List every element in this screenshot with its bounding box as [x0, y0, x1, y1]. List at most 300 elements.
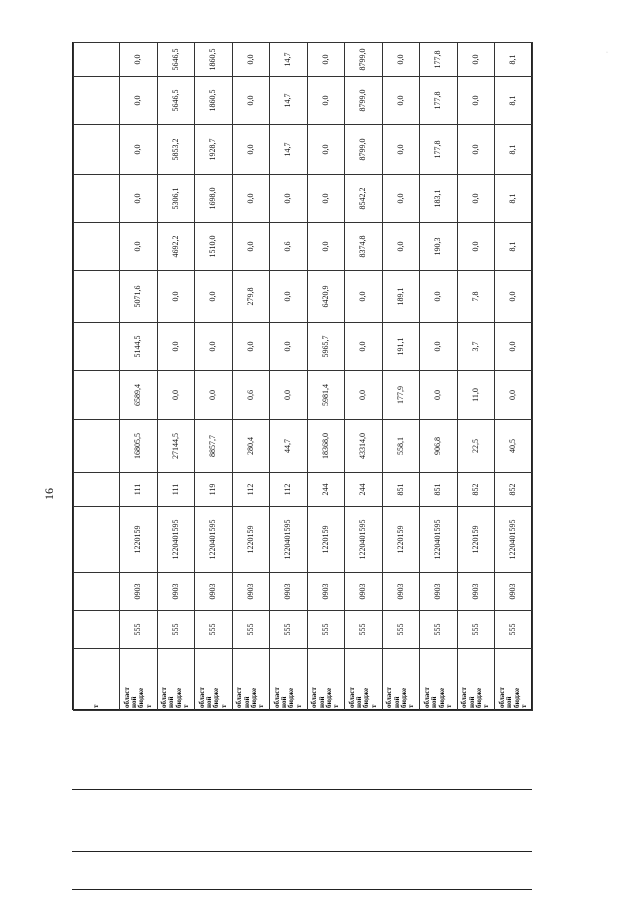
- table-row: [495, 43, 533, 711]
- table-row: [382, 43, 420, 711]
- table-cell: [382, 507, 420, 573]
- cell-value: 555: [433, 623, 443, 636]
- cell-value: 0,0: [470, 95, 480, 106]
- table-cell: [420, 371, 458, 420]
- cell-value: 0,0: [395, 193, 405, 204]
- cell-value: 177,9: [395, 386, 405, 404]
- table-header-cell: [74, 271, 120, 323]
- cell-value: 0,0: [433, 341, 443, 352]
- cell-value: 555: [320, 623, 330, 636]
- table-cell: [420, 223, 458, 271]
- table-row: [232, 43, 270, 711]
- table-cell: [232, 125, 270, 175]
- budget-source-cell: [195, 649, 233, 711]
- budget-source-cell: [157, 649, 195, 711]
- table-cell: [270, 175, 308, 223]
- cell-value: 244: [320, 483, 330, 496]
- cell-value: 119: [208, 483, 218, 496]
- table-cell: [232, 271, 270, 323]
- table-cell: [345, 611, 383, 649]
- table-cell: [382, 43, 420, 77]
- budget-source-label: област ной бюдже т: [197, 687, 228, 708]
- table-header-cell: [74, 125, 120, 175]
- table-header-cell: [74, 323, 120, 371]
- table-cell: [457, 507, 495, 573]
- cell-value: 112: [245, 483, 255, 496]
- table-cell: [345, 371, 383, 420]
- table-cell: [232, 77, 270, 125]
- table-cell: [232, 43, 270, 77]
- table-cell: [270, 271, 308, 323]
- table-cell: [307, 175, 345, 223]
- cell-value: 0,0: [470, 54, 480, 65]
- table-cell: [120, 323, 158, 371]
- cell-value: 0,0: [358, 341, 368, 352]
- table-cell: [120, 223, 158, 271]
- table-cell: [457, 77, 495, 125]
- table-cell: [120, 611, 158, 649]
- cell-value: 5965,7: [320, 335, 330, 358]
- cell-value: 44,7: [283, 439, 293, 453]
- cell-value: 0,0: [395, 54, 405, 65]
- cell-value: 191,1: [395, 337, 405, 356]
- table-cell: [495, 43, 533, 77]
- cell-value: 0,0: [170, 390, 180, 400]
- table-cell: [270, 420, 308, 473]
- cell-value: 5144,5: [133, 335, 143, 358]
- table-row: [420, 43, 458, 711]
- cell-value: 8,1: [508, 54, 518, 65]
- cell-value: 555: [283, 623, 293, 636]
- cell-value: 0,6: [283, 241, 293, 252]
- cell-value: 0,0: [395, 241, 405, 252]
- cell-value: 11,0: [470, 388, 480, 402]
- cell-value: 0,0: [245, 144, 255, 155]
- table-cell: [345, 43, 383, 77]
- table-cell: [157, 323, 195, 371]
- table-header-cell: [74, 420, 120, 473]
- cell-value: 189,1: [395, 287, 405, 306]
- table-cell: [307, 573, 345, 611]
- cell-value: 0,0: [283, 291, 293, 302]
- cell-value: 5646,5: [170, 89, 180, 112]
- table-cell: [420, 271, 458, 323]
- table-cell: [157, 573, 195, 611]
- cell-value: 0,0: [508, 341, 518, 352]
- cell-value: 5853,2: [170, 138, 180, 161]
- cell-value: 0,0: [245, 95, 255, 106]
- cell-value: 0,0: [133, 241, 143, 252]
- budget-source-cell: [345, 649, 383, 711]
- cell-value: 851: [395, 483, 405, 496]
- cell-value: 0,0: [208, 291, 218, 302]
- cell-value: 22,5: [470, 439, 480, 453]
- table-cell: [157, 77, 195, 125]
- table-cell: [382, 125, 420, 175]
- table-row: [307, 43, 345, 711]
- cell-value: 0,0: [208, 341, 218, 352]
- table-cell: [420, 125, 458, 175]
- table-cell: [382, 175, 420, 223]
- table-cell: [495, 507, 533, 573]
- table-cell: [420, 507, 458, 573]
- cell-value: 1220159: [395, 525, 405, 554]
- cell-value: 14,7: [283, 52, 293, 67]
- table-cell: [195, 175, 233, 223]
- cell-value: 1220159: [133, 525, 143, 554]
- budget-source-cell: [457, 649, 495, 711]
- budget-source-cell: [382, 649, 420, 711]
- table-row: [195, 43, 233, 711]
- cell-value: 1698,0: [208, 187, 218, 210]
- table-cell: [345, 473, 383, 507]
- signature-line-1: [72, 789, 532, 790]
- cell-value: 14,7: [283, 93, 293, 108]
- cell-value: 27144,5: [170, 433, 180, 459]
- cell-value: 183,1: [433, 189, 443, 208]
- table-cell: [120, 271, 158, 323]
- budget-source-label: област ной бюдже т: [460, 687, 491, 708]
- table-cell: [157, 125, 195, 175]
- table-header-cell: [74, 573, 120, 611]
- cell-value: 852: [508, 483, 518, 496]
- cell-value: 5071,6: [133, 285, 143, 308]
- cell-value: 8374,8: [358, 235, 368, 258]
- budget-table-frame: [72, 42, 532, 710]
- table-row: [157, 43, 195, 711]
- table-cell: [495, 420, 533, 473]
- cell-value: 852: [470, 483, 480, 496]
- cell-value: 555: [170, 623, 180, 636]
- table-cell: [382, 573, 420, 611]
- cell-value: 0903: [283, 583, 293, 600]
- table-cell: [157, 271, 195, 323]
- table-cell: [420, 611, 458, 649]
- cell-value: 1510,0: [208, 235, 218, 258]
- cell-value: 0,0: [245, 54, 255, 65]
- cell-value: 43314,0: [358, 433, 368, 459]
- cell-value: 7,8: [470, 291, 480, 302]
- corner-mark: ·: [606, 50, 608, 56]
- cell-value: 1928,7: [208, 138, 218, 161]
- cell-value: 5981,4: [320, 384, 330, 406]
- cell-value: 0,0: [320, 241, 330, 252]
- cell-value: 0,0: [433, 390, 443, 400]
- cell-value: 1220401595: [358, 519, 368, 560]
- cell-value: 8799,0: [358, 138, 368, 161]
- table-cell: [195, 420, 233, 473]
- table-cell: [345, 507, 383, 573]
- table-cell: [457, 420, 495, 473]
- table-cell: [232, 371, 270, 420]
- cell-value: 18368,0: [320, 433, 330, 459]
- table-cell: [382, 223, 420, 271]
- cell-value: 555: [245, 623, 255, 636]
- cell-value: 8542,2: [358, 187, 368, 210]
- cell-value: 0,0: [433, 291, 443, 302]
- table-cell: [232, 507, 270, 573]
- table-header-cell: [74, 649, 120, 711]
- cell-value: 0,0: [133, 144, 143, 155]
- cell-value: 1220401595: [433, 519, 443, 560]
- cell-value: 0903: [358, 583, 368, 600]
- cell-value: 3,7: [470, 341, 480, 352]
- cell-value: 0,6: [245, 390, 255, 400]
- table-header-cell: [74, 507, 120, 573]
- table-cell: [420, 175, 458, 223]
- budget-source-cell: [420, 649, 458, 711]
- table-cell: [382, 473, 420, 507]
- table-cell: [195, 125, 233, 175]
- table-cell: [120, 77, 158, 125]
- table-cell: [345, 77, 383, 125]
- table-cell: [157, 507, 195, 573]
- cell-value: 0,0: [320, 95, 330, 106]
- signature-line-2: [72, 851, 532, 852]
- cell-value: 8,1: [508, 193, 518, 204]
- budget-source-label: област ной бюдже т: [422, 687, 453, 708]
- table-header-cell: [74, 473, 120, 507]
- table-cell: [345, 573, 383, 611]
- table-row: [345, 43, 383, 711]
- cell-value: 555: [470, 623, 480, 636]
- cell-value: 177,8: [433, 50, 443, 69]
- signature-line-3: [72, 889, 532, 890]
- table-cell: [195, 371, 233, 420]
- table-cell: [382, 611, 420, 649]
- table-cell: [495, 77, 533, 125]
- cell-value: 555: [133, 623, 143, 636]
- budget-source-label: област ной бюдже т: [497, 687, 528, 708]
- table-header-cell: [74, 371, 120, 420]
- table-header-row: [74, 43, 120, 711]
- cell-value: 4692,2: [170, 235, 180, 258]
- cell-value: 8799,0: [358, 48, 368, 71]
- cell-value: 1220159: [320, 525, 330, 554]
- cell-value: 190,3: [433, 237, 443, 256]
- table-cell: [382, 271, 420, 323]
- table-cell: [195, 473, 233, 507]
- table-cell: [345, 175, 383, 223]
- cell-value: 0,0: [245, 193, 255, 204]
- page-number: 16: [42, 488, 56, 500]
- cell-value: 0,0: [320, 193, 330, 204]
- table-cell: [270, 507, 308, 573]
- cell-value: 0,0: [470, 144, 480, 155]
- table-cell: [307, 125, 345, 175]
- table-cell: [382, 77, 420, 125]
- table-cell: [457, 223, 495, 271]
- cell-value: 177,8: [433, 91, 443, 110]
- table-cell: [270, 125, 308, 175]
- table-cell: [307, 43, 345, 77]
- cell-value: 851: [433, 483, 443, 496]
- table-cell: [345, 223, 383, 271]
- table-cell: [495, 271, 533, 323]
- table-cell: [120, 175, 158, 223]
- table-cell: [270, 323, 308, 371]
- table-cell: [420, 573, 458, 611]
- cell-value: 0,0: [208, 390, 218, 400]
- table-cell: [495, 473, 533, 507]
- cell-value: 6420,9: [320, 285, 330, 308]
- cell-value: 0,0: [245, 341, 255, 352]
- cell-value: 0903: [208, 583, 218, 600]
- table-cell: [345, 125, 383, 175]
- cell-value: 280,4: [245, 437, 255, 455]
- cell-value: 1220159: [470, 525, 480, 554]
- cell-value: 0,0: [320, 144, 330, 155]
- cell-value: 0,0: [283, 193, 293, 204]
- table-cell: [457, 371, 495, 420]
- budget-source-cell: [120, 649, 158, 711]
- budget-source-cell: [495, 649, 533, 711]
- table-cell: [120, 507, 158, 573]
- table-cell: [195, 507, 233, 573]
- table-cell: [195, 573, 233, 611]
- table-cell: [120, 371, 158, 420]
- table-cell: [195, 43, 233, 77]
- cell-value: 5306,1: [170, 187, 180, 210]
- cell-value: 14,7: [283, 142, 293, 157]
- budget-source-label: област ной бюдже т: [122, 687, 153, 708]
- table-cell: [420, 323, 458, 371]
- table-cell: [345, 271, 383, 323]
- cell-value: 0,0: [283, 341, 293, 352]
- table-cell: [232, 323, 270, 371]
- budget-source-cell: [270, 649, 308, 711]
- table-cell: [270, 371, 308, 420]
- cell-value: 8,1: [508, 144, 518, 155]
- cell-value: 177,8: [433, 140, 443, 159]
- table-cell: [345, 420, 383, 473]
- table-cell: [270, 611, 308, 649]
- table-row: [120, 43, 158, 711]
- table-cell: [457, 573, 495, 611]
- cell-value: 906,8: [433, 437, 443, 455]
- cell-value: 1220401595: [508, 519, 518, 560]
- table-cell: [457, 611, 495, 649]
- cell-value: 0903: [508, 583, 518, 600]
- table-cell: [270, 77, 308, 125]
- cell-value: 0,0: [508, 291, 518, 302]
- cell-value: 0,0: [508, 390, 518, 400]
- table-cell: [157, 611, 195, 649]
- table-cell: [120, 43, 158, 77]
- budget-source-cell: [307, 649, 345, 711]
- cell-value: 40,5: [508, 439, 518, 453]
- table-cell: [120, 420, 158, 473]
- cell-value: 0903: [170, 583, 180, 600]
- table-cell: [195, 271, 233, 323]
- table-cell: [307, 611, 345, 649]
- table-cell: [232, 473, 270, 507]
- cell-value: 0,0: [470, 193, 480, 204]
- cell-value: 244: [358, 483, 368, 496]
- cell-value: 279,8: [245, 287, 255, 306]
- table-cell: [457, 473, 495, 507]
- table-cell: [307, 223, 345, 271]
- table-cell: [232, 223, 270, 271]
- table-header-cell: [74, 77, 120, 125]
- table-cell: [232, 420, 270, 473]
- table-cell: [157, 371, 195, 420]
- cell-value: 8,1: [508, 241, 518, 252]
- table-header-cell: [74, 43, 120, 77]
- cell-value: 112: [283, 483, 293, 496]
- table-cell: [457, 125, 495, 175]
- table-cell: [382, 371, 420, 420]
- cell-value: 0,0: [133, 193, 143, 204]
- table-cell: [157, 43, 195, 77]
- table-cell: [420, 43, 458, 77]
- cell-value: 0,0: [170, 341, 180, 352]
- table-cell: [195, 77, 233, 125]
- cell-value: 0903: [433, 583, 443, 600]
- table-cell: [157, 473, 195, 507]
- table-cell: [307, 323, 345, 371]
- table-cell: [232, 175, 270, 223]
- cell-value: 0,0: [358, 291, 368, 302]
- table-cell: [307, 371, 345, 420]
- cell-value: 8857,7: [208, 435, 218, 457]
- cell-value: 0903: [133, 583, 143, 600]
- cell-value: 0,0: [245, 241, 255, 252]
- cell-value: 0903: [245, 583, 255, 600]
- budget-source-label: област ной бюдже т: [310, 687, 341, 708]
- table-cell: [495, 175, 533, 223]
- budget-source-label: област ной бюдже т: [235, 687, 266, 708]
- table-cell: [120, 125, 158, 175]
- cell-value: 8,1: [508, 95, 518, 106]
- cell-value: 111: [133, 483, 143, 496]
- table-cell: [307, 507, 345, 573]
- cell-value: 0903: [320, 583, 330, 600]
- table-cell: [495, 611, 533, 649]
- table-cell: [270, 573, 308, 611]
- cell-value: 16805,5: [133, 433, 143, 459]
- table-row: [270, 43, 308, 711]
- budget-source-label: област ной бюдже т: [385, 687, 416, 708]
- table-cell: [420, 420, 458, 473]
- table-cell: [195, 323, 233, 371]
- table-cell: [232, 573, 270, 611]
- cell-value: 555: [395, 623, 405, 636]
- table-cell: [270, 473, 308, 507]
- table-cell: [120, 573, 158, 611]
- cell-value: 1860,5: [208, 89, 218, 112]
- cell-value: 1220159: [245, 525, 255, 554]
- table-cell: [307, 473, 345, 507]
- cell-value: 1220401595: [208, 519, 218, 560]
- cell-value: 0,0: [470, 241, 480, 252]
- cell-value: 0,0: [283, 390, 293, 400]
- cell-value: 0903: [470, 583, 480, 600]
- table-cell: [270, 223, 308, 271]
- table-cell: [457, 271, 495, 323]
- table-cell: [157, 223, 195, 271]
- table-header-cell: [74, 223, 120, 271]
- table-cell: [307, 77, 345, 125]
- table-cell: [457, 43, 495, 77]
- budget-table-rotated: [73, 43, 533, 711]
- table-header-cell: [74, 175, 120, 223]
- table-cell: [345, 323, 383, 371]
- cell-value: 8799,0: [358, 89, 368, 112]
- cell-value: 6589,4: [133, 384, 143, 406]
- table-cell: [382, 323, 420, 371]
- cell-value: 1860,5: [208, 48, 218, 71]
